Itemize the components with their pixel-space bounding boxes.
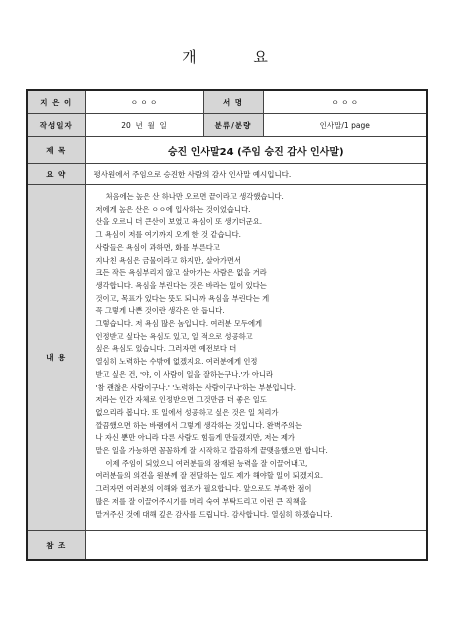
content-line: 저에게 높은 산은 ㅇㅇ에 입사하는 것이었습니다. (95, 204, 251, 214)
content-line: 산을 오르니 더 큰산이 보였고 욕심이 또 생기더군요. (95, 217, 263, 227)
content-line: 많은 저를 잘 이끌어주시기를 머리 숙여 부탁드리고 이런 큰 직책을 (95, 496, 307, 506)
summary-label: 요 약 (27, 164, 85, 185)
reference-value (85, 531, 427, 561)
content-line: '참 괜찮은 사람이구나.' '노력하는 사람이구나'하는 부분입니다. (95, 382, 296, 392)
content-line: 없으리라 봅니다. 또 일에서 성공하고 싶은 것은 일 처리가 (95, 407, 279, 417)
page-title: 개 요 (182, 48, 294, 66)
content-line: 받고 싶은 건, '야, 이 사람이 일을 잘하는구나.'가 아니라 (95, 369, 274, 379)
content-line: 이제 주임이 되었으니 여러분들의 잠재된 능력을 잘 이끌어내고, (105, 458, 308, 468)
content-label: 내 용 (27, 185, 85, 531)
content-line: 처음에는 높은 산 하나만 오르면 끝이라고 생각했습니다. (105, 192, 284, 201)
name-label: 서 명 (203, 90, 263, 114)
content-line: 사람들은 욕심이 과하면, 화를 부른다고 (95, 242, 220, 252)
author-row (27, 90, 427, 114)
content-line: 맡은 일을 가능하면 꼼꼼하게 잘 시작하고 깔끔하게 끝맺음했으면 합니다. (95, 446, 328, 456)
summary-row (27, 164, 427, 185)
subject-label: 제 목 (27, 137, 85, 164)
content-line: 크든 작든 욕심부리지 않고 살아가는 사람은 없을 거라 (95, 268, 267, 278)
name-value: ㅇ ㅇ ㅇ (263, 90, 427, 114)
date-value: 20 년 월 일 (85, 114, 203, 137)
summary-form (26, 89, 428, 561)
author-label: 지 은 이 (27, 90, 85, 114)
content-line: 그 욕심이 저를 여기까지 오게 한 것 같습니다. (95, 230, 241, 240)
content-body (86, 185, 427, 521)
reference-label: 참 조 (27, 531, 85, 561)
content-line: 저라는 인간 자체로 인정받으면 그것만큼 더 좋은 일도 (95, 395, 267, 405)
subject-row (27, 137, 427, 164)
content-line: 꼭 그렇게 나쁜 것이란 생각은 안 듭니다. (95, 306, 225, 316)
content-line: 것이고, 목표가 있다는 뜻도 되니까 욕심을 부린다는 게 (95, 293, 270, 303)
content-line: 나 자신 뿐만 아니라 다른 사람도 힘들게 만들겠지만, 저는 제가 (95, 433, 295, 443)
reference-row (27, 531, 427, 561)
content-line: 그러자면 여러분의 이해와 협조가 필요합니다. 앞으로도 부족한 점이 (95, 484, 312, 494)
category-value: 인사말/1 page (263, 114, 427, 137)
content-line: 싶은 욕심도 있습니다. 그러자면 예전보다 더 (95, 344, 237, 354)
content-line: 인정받고 싶다는 욕심도 있고, 일 적으로 성공하고 (95, 331, 253, 341)
content-line: 그렇습니다. 저 욕심 많은 놈입니다. 여러분 모두에게 (95, 319, 263, 329)
date-label: 작성일자 (27, 114, 85, 137)
subject-value: 승진 인사말24 (주임 승진 감사 인사말) (85, 137, 427, 164)
author-value: ㅇ ㅇ ㅇ (85, 90, 203, 114)
date-row (27, 114, 427, 137)
content-line: 열심히 노력하는 수밖에 없겠지요. 여러분에게 인정 (95, 357, 258, 367)
content-line: 지나친 욕심은 금물이라고 하지만, 살아가면서 (95, 255, 242, 265)
content-line: 깔끔했으면 하는 바램에서 그렇게 생각하는 것입니다. 완벽주의는 (95, 420, 303, 430)
content-row (27, 185, 427, 531)
content-line: 맡겨주신 것에 대해 깊은 감사를 드립니다. 감사합니다. 열심히 하겠습니다. (95, 509, 333, 519)
summary-value: 평사원에서 주임으로 승진한 사람의 감사 인사말 예시입니다. (85, 164, 427, 185)
category-label: 분류/분량 (203, 114, 263, 137)
content-line: 생각합니다. 욕심을 부린다는 것은 바라는 일이 있다는 (95, 280, 267, 290)
content-cell (85, 185, 427, 531)
content-line: 여러분들의 의견을 원분께 잘 전달하는 일도 제가 해야할 일이 되겠지요. (95, 471, 324, 481)
